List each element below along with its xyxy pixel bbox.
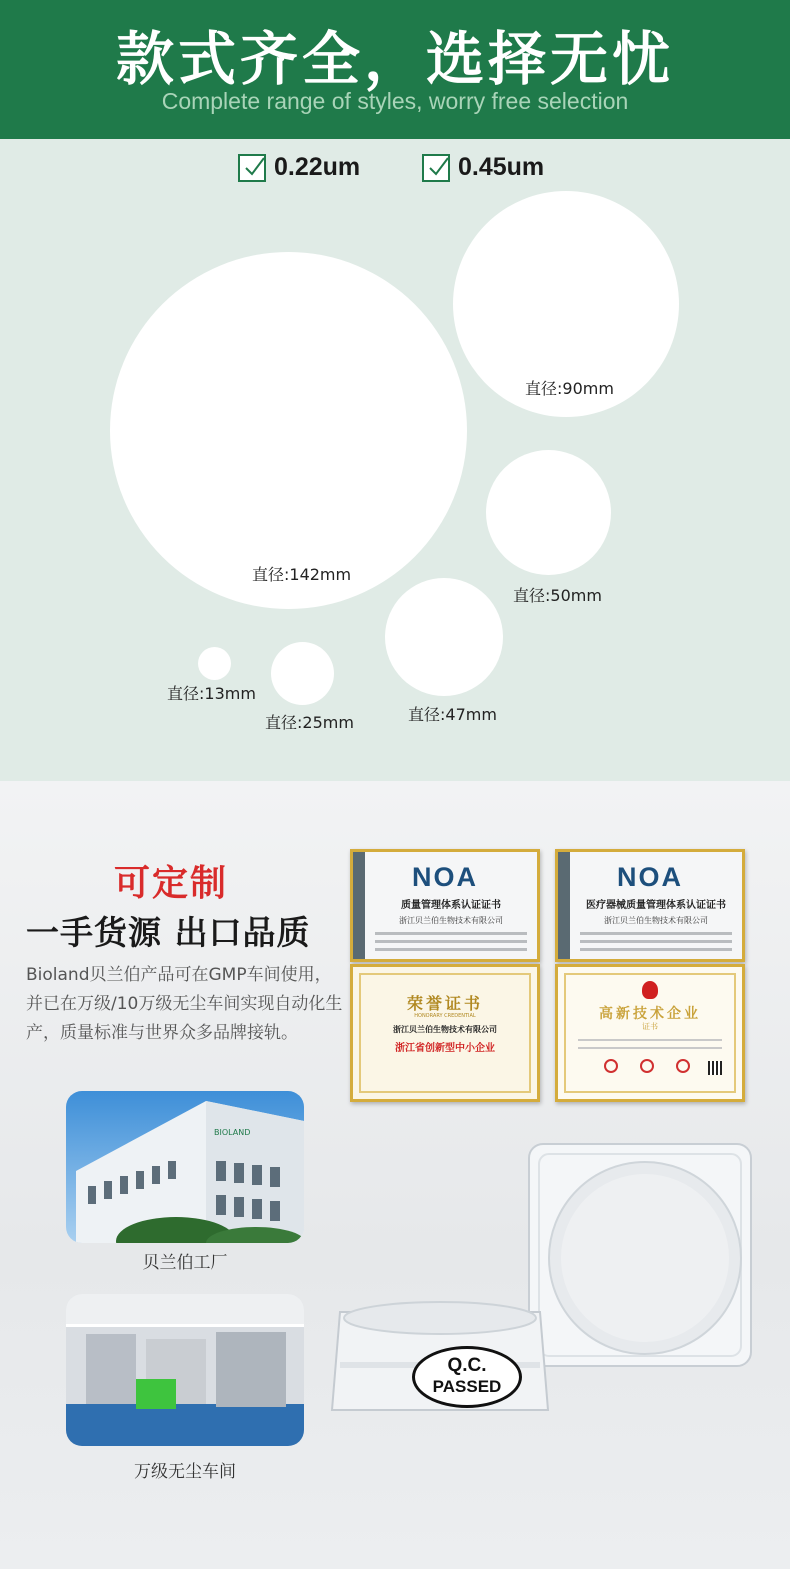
certificate-company: 浙江贝兰伯生物技术有限公司 — [604, 916, 708, 925]
high-tech-subtitle: 证书 — [642, 1022, 658, 1031]
factory-photo — [66, 1091, 304, 1243]
medical-device-certificate — [555, 849, 745, 962]
seal-icon — [604, 1059, 618, 1073]
cleanroom-photo — [66, 1294, 304, 1446]
membrane-circle-142 — [110, 252, 467, 609]
qc-badge-line2: PASSED — [432, 1377, 502, 1396]
noa-logo: NOA — [617, 862, 683, 892]
pore-size-label: 0.22um — [274, 153, 361, 181]
iso-certificate — [350, 849, 540, 962]
membrane-circle-47 — [385, 578, 503, 696]
page-subtitle: Complete range of styles, worry free selection — [161, 88, 629, 114]
membrane-circle-13 — [198, 647, 231, 680]
membrane-box-large — [525, 1140, 755, 1370]
national-emblem-icon — [642, 981, 658, 999]
customizable-heading: 可定制 — [114, 863, 229, 904]
header-banner — [0, 0, 790, 139]
qr-code-icon — [708, 1061, 722, 1075]
honor-certificate — [350, 964, 540, 1102]
slogan-heading: 一手货源 出口品质 — [26, 913, 311, 952]
seal-icon — [640, 1059, 654, 1073]
cleanroom-caption: 万级无尘车间 — [134, 1462, 236, 1482]
page-title: 款式齐全，选择无忧 — [115, 25, 674, 93]
diameter-label-142: 直径:142mm — [252, 565, 352, 584]
certificate-company: 浙江贝兰伯生物技术有限公司 — [399, 916, 503, 925]
factory-caption: 贝兰伯工厂 — [142, 1253, 228, 1273]
diameter-label-90: 直径:90mm — [525, 379, 614, 398]
checkbox-icon — [238, 154, 266, 182]
honor-subtitle: HONORARY CREDENTIAL — [414, 1013, 476, 1019]
qc-badge-line1: Q.C. — [447, 1355, 487, 1376]
honor-title: 荣誉证书 — [406, 994, 483, 1013]
pore-size-label: 0.45um — [458, 153, 545, 181]
pore-size-option-022 — [238, 153, 360, 182]
diameter-label-13: 直径:13mm — [167, 684, 256, 703]
high-tech-title: 高新技术企业 — [599, 1006, 701, 1022]
membrane-circle-50 — [486, 450, 611, 575]
membrane-circle-25 — [271, 642, 334, 705]
noa-logo: NOA — [412, 862, 478, 892]
honor-company: 浙江贝兰伯生物技术有限公司 — [393, 1025, 497, 1034]
pore-size-option-045 — [422, 153, 544, 182]
certificate-title: 医疗器械质量管理体系认证证书 — [586, 900, 726, 911]
seal-icon — [676, 1059, 690, 1073]
diameter-label-50: 直径:50mm — [513, 586, 602, 605]
qc-passed-badge — [412, 1346, 522, 1408]
certificate-title: 质量管理体系认证证书 — [401, 900, 501, 911]
diameter-label-25: 直径:25mm — [265, 713, 354, 732]
checkbox-icon — [422, 154, 450, 182]
company-description: Bioland贝兰伯产品可在GMP车间使用，并已在万级/10万级无尘车间实现自动化生产，质量标准与世界众多品牌接轨。 — [26, 965, 343, 1043]
honor-award: 浙江省创新型中小企业 — [395, 1043, 495, 1054]
svg-text:BIOLAND: BIOLAND — [214, 1128, 251, 1137]
high-tech-certificate — [555, 964, 745, 1102]
diameter-label-47: 直径:47mm — [408, 705, 497, 724]
size-section — [0, 139, 790, 781]
